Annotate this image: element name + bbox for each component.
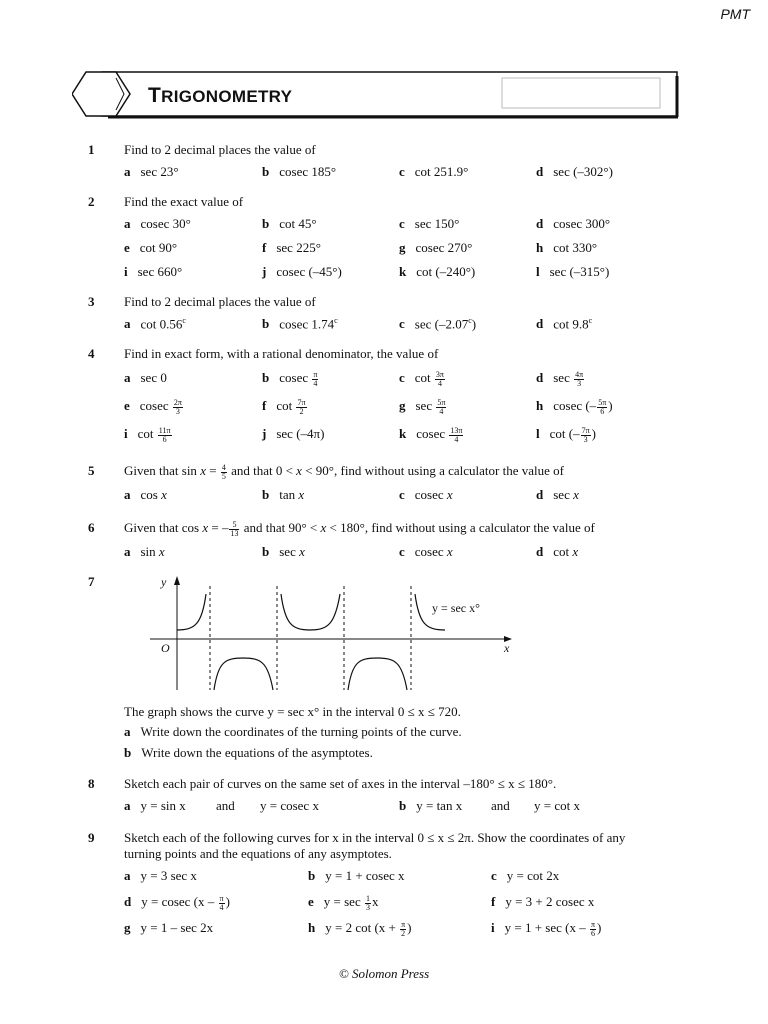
answer-part: b cosec 185° (262, 164, 337, 179)
question-text: Sketch each of the following curves for x in the interval 0 ≤ x ≤ 2π. Show the coordinates of any (124, 830, 626, 845)
fraction: $\frac{4\pi}{3}$ (575, 369, 584, 388)
answer-part: i sec 660° (124, 264, 183, 279)
graph-origin-label: O (161, 641, 170, 655)
question-text: Find to 2 decimal places the value of (124, 142, 316, 157)
question-number: 7 (88, 574, 95, 589)
answer-part: a cos x (124, 487, 167, 502)
fraction: $\frac{\pi}{6}$ (590, 919, 596, 938)
answer-part: k cosec $\frac{13\pi}{4}$ (399, 425, 463, 444)
question-text: Find to 2 decimal places the value of (124, 294, 316, 309)
fraction: $\frac{1}{3}$ (365, 893, 370, 912)
question-text: Sketch each pair of curves on the same set of axes in the interval –180° ≤ x ≤ 180°. (124, 776, 557, 791)
answer-part: a Write down the coordinates of the turning points of the curve. (124, 724, 462, 739)
answer-part: y = cosec x (260, 798, 319, 813)
graph-y-label: y (161, 575, 167, 589)
answer-part: g y = 1 – sec 2x (124, 920, 214, 935)
question-text: Given that cos x = – $\frac{5}{13}$ and that 90° < x < 180°, find without using a calculator the value of (124, 519, 595, 538)
fraction: $\frac{11\pi}{6}$ (158, 425, 171, 444)
fraction: $\frac{5}{13}$ (230, 519, 239, 538)
question-number: 6 (88, 520, 95, 535)
question-number: 4 (88, 346, 95, 361)
answer-part: a sec 0 (124, 370, 167, 385)
answer-part: c sec 150° (399, 216, 460, 231)
question-text: Given that sin x = $\frac{4}{5}$ and that 0 < x < 90°, find without using a calculator the value of (124, 462, 564, 481)
question-number: 1 (88, 142, 95, 157)
answer-part: j cosec (–45°) (262, 264, 342, 279)
fraction: $\frac{4}{5}$ (221, 462, 226, 481)
fraction: $\frac{7\pi}{2}$ (297, 397, 306, 416)
answer-part: c cot 251.9° (399, 164, 469, 179)
question-text: The graph shows the curve y = sec x° in the interval 0 ≤ x ≤ 720. (124, 704, 461, 719)
answer-part: k cot (–240°) (399, 264, 476, 279)
footer: © Solomon Press (338, 966, 430, 981)
question-number: 3 (88, 294, 95, 309)
answer-part: a sec 23° (124, 164, 179, 179)
answer-part: b Write down the equations of the asymptotes. (124, 745, 373, 760)
answer-part: c sec (–2.07$^c$) (399, 316, 477, 332)
fraction: $\frac{13\pi}{4}$ (450, 425, 463, 444)
fraction: $\frac{\pi}{4}$ (219, 893, 224, 912)
answer-part: e cot 90° (124, 240, 178, 255)
page-title: TRIGONOMETRY (148, 84, 293, 107)
sec-graph (140, 572, 520, 694)
answer-part: b y = tan x (399, 798, 463, 813)
answer-part: c cosec x (399, 544, 453, 559)
answer-part: a cot 0.56$^c$ (124, 316, 186, 332)
answer-part: g cosec 270° (399, 240, 473, 255)
answer-part: i y = 1 + sec (x – $\frac{\pi}{6}$ ) (491, 919, 602, 938)
answer-part: d y = cosec (x – $\frac{\pi}{4}$ ) (124, 893, 230, 912)
answer-part: b cosec $\frac{\pi}{4}$ (262, 369, 318, 388)
answer-part: d sec $\frac{4\pi}{3}$ (536, 369, 584, 388)
corner-label: PMT (720, 6, 750, 22)
answer-part: h y = 2 cot (x + $\frac{\pi}{2}$ ) (308, 919, 412, 938)
fraction: $\frac{\pi}{2}$ (401, 919, 406, 938)
answer-part: g sec $\frac{5\pi}{4}$ (399, 397, 446, 416)
fraction: $\frac{7\pi}{3}$ (581, 425, 590, 444)
answer-part: j sec (–4π) (262, 426, 325, 441)
question-text: Find in exact form, with a rational denominator, the value of (124, 346, 439, 361)
answer-part: d sec x (536, 487, 579, 502)
question-text: Find the exact value of (124, 194, 244, 209)
answer-part: d sec (–302°) (536, 164, 613, 179)
answer-part: b y = 1 + cosec x (308, 868, 405, 883)
answer-part: f y = 3 + 2 cosec x (491, 894, 595, 909)
answer-part: f sec 225° (262, 240, 321, 255)
answer-part: a y = sin x (124, 798, 186, 813)
answer-part: b cot 45° (262, 216, 317, 231)
answer-part: c cot $\frac{3\pi}{4}$ (399, 369, 444, 388)
graph-curve-label: y = sec x° (432, 601, 480, 615)
question-number: 8 (88, 776, 95, 791)
and-word: and (491, 798, 510, 813)
answer-part: c cosec x (399, 487, 453, 502)
question-number: 2 (88, 194, 95, 209)
graph-x-label: x (504, 641, 510, 655)
answer-part: e cosec $\frac{2\pi}{3}$ (124, 397, 182, 416)
fraction: $\frac{3\pi}{4}$ (435, 369, 444, 388)
answer-part: a sin x (124, 544, 165, 559)
answer-part: d cot 9.8$^c$ (536, 316, 593, 332)
question-number: 9 (88, 830, 95, 845)
answer-part: h cot 330° (536, 240, 598, 255)
question-text: turning points and the equations of any asymptotes. (124, 846, 392, 861)
answer-part: i cot $\frac{11\pi}{6}$ (124, 425, 171, 444)
answer-part: c y = cot 2x (491, 868, 560, 883)
answer-part: e y = sec $\frac{1}{3}$ x (308, 893, 379, 912)
answer-part: d cot x (536, 544, 579, 559)
answer-part: y = cot x (534, 798, 580, 813)
answer-part: a cosec 30° (124, 216, 191, 231)
answer-part: h cosec (– $\frac{5\pi}{6}$ ) (536, 397, 613, 416)
answer-part: b tan x (262, 487, 305, 502)
question-number: 5 (88, 463, 95, 478)
answer-part: l cot (– $\frac{7\pi}{3}$ ) (536, 425, 596, 444)
answer-part: a y = 3 sec x (124, 868, 197, 883)
fraction: $\frac{5\pi}{4}$ (437, 397, 446, 416)
and-word: and (216, 798, 235, 813)
answer-part: l sec (–315°) (536, 264, 610, 279)
answer-part: b sec x (262, 544, 305, 559)
answer-part: b cosec 1.74$^c$ (262, 316, 338, 332)
fraction: $\frac{\pi}{4}$ (313, 369, 318, 388)
fraction: $\frac{2\pi}{3}$ (173, 397, 182, 416)
fraction: $\frac{5\pi}{6}$ (598, 397, 607, 416)
answer-part: d cosec 300° (536, 216, 611, 231)
answer-part: f cot $\frac{7\pi}{2}$ (262, 397, 306, 416)
